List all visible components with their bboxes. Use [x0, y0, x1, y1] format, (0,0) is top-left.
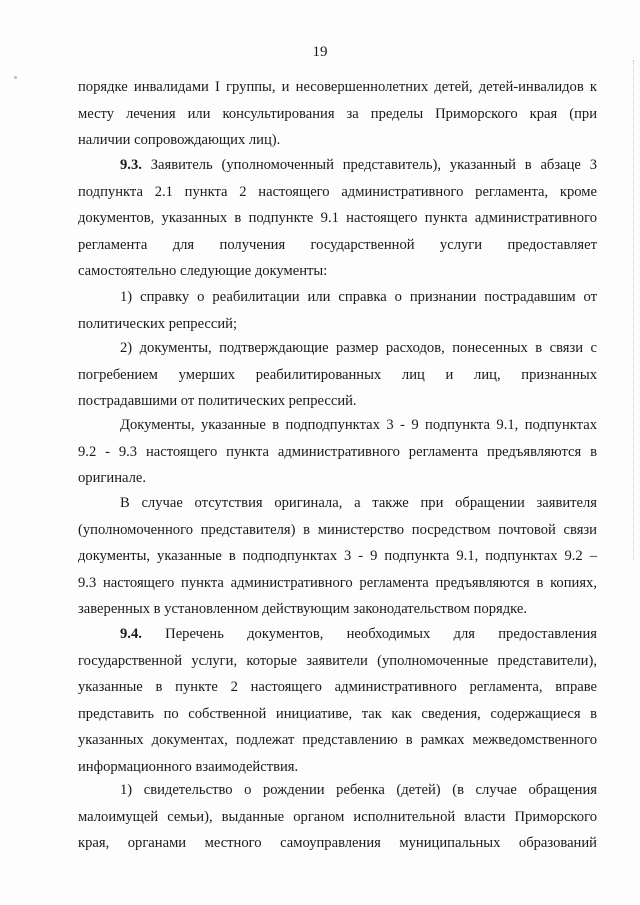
text-line: информационного взаимодействия. — [78, 758, 299, 775]
clause-number: 9.4. — [120, 626, 142, 642]
text-line: 9.3 настоящего пункта административного регламента предъявляются в копиях, — [78, 574, 597, 591]
text-line: политических репрессий; — [78, 315, 238, 332]
text-line: 1) справку о реабилитации или справка о признании пострадавшим от — [120, 289, 597, 305]
text-line: Документы, указанные в подподпунктах 3 - 9 подпункта 9.1, подпунктах — [120, 417, 597, 433]
text-line: В случае отсутствия оригинала, а также при обращении заявителя — [120, 495, 597, 511]
scan-artifact — [14, 76, 17, 79]
scan-edge — [633, 60, 640, 560]
paragraph-9-3 — [78, 152, 597, 285]
paragraph-copies — [78, 490, 597, 623]
text-line: месту лечения или консультирования за пределы Приморского края (при — [78, 105, 597, 122]
text-fragment: Перечень документов, необходимых для предоставления — [141, 626, 597, 642]
text-line: малоимущей семьи), выданные органом исполнительной власти Приморского — [78, 808, 597, 825]
text-line: представить по собственной инициативе, так как сведения, содержащиеся в — [78, 705, 597, 722]
paragraph-originals — [78, 412, 597, 492]
text-line: государственной услуги, которые заявители (уполномоченные представители), — [78, 652, 597, 669]
paragraph-birth-certificate — [78, 777, 597, 857]
text-line: оригинале. — [78, 470, 147, 486]
text-line: документов, указанных в подпункте 9.1 настоящего пункта административного — [78, 210, 597, 226]
text-line: документы, указанные в подподпунктах 3 - 9 подпункта 9.1, подпунктах 9.2 – — [78, 548, 597, 564]
page-number: 19 — [312, 44, 328, 60]
text-line: 1) свидетельство о рождении ребенка (детей) (в случае обращения — [120, 782, 597, 798]
text-line: порядке инвалидами I группы, и несовершеннолетних детей, детей-инвалидов к — [78, 79, 597, 95]
text-line — [78, 152, 597, 179]
text-line: наличии сопровождающих лиц). — [78, 132, 281, 148]
text-line: указанные в пункте 2 настоящего административного регламента, вправе — [78, 679, 597, 695]
text-line: (уполномоченного представителя) в министерство посредством почтовой связи — [78, 521, 597, 538]
text-line: пострадавшими от политических репрессий. — [78, 393, 357, 409]
paragraph-9-4 — [78, 621, 597, 780]
paragraph-item-1 — [78, 284, 597, 337]
text-line: заверенных в установленном действующим законодательством порядке. — [78, 601, 528, 617]
text-fragment: Заявитель (уполномоченный представитель), указанный в абзаце 3 — [141, 157, 597, 173]
text-line: края, органами местного самоуправления муниципальных образований — [78, 835, 597, 851]
paragraph-item-2 — [78, 335, 597, 415]
clause-number: 9.3. — [120, 157, 142, 173]
text-line: подпункта 2.1 пункта 2 настоящего административного регламента, кроме — [78, 183, 597, 200]
text-line: погребением умерших реабилитированных лиц и лиц, признанных — [78, 366, 597, 383]
text-line: 9.2 - 9.3 настоящего пункта административного регламента предъявляются в — [78, 443, 597, 460]
text-line: 2) документы, подтверждающие размер расходов, понесенных в связи с — [120, 340, 597, 356]
text-line: самостоятельно следующие документы: — [78, 263, 328, 279]
paragraph-continuation — [78, 74, 597, 154]
text-line: регламента для получения государственной услуги предоставляет — [78, 236, 597, 253]
text-line — [78, 621, 597, 648]
text-line: указанных документах, подлежат представлению в рамках межведомственного — [78, 732, 597, 748]
